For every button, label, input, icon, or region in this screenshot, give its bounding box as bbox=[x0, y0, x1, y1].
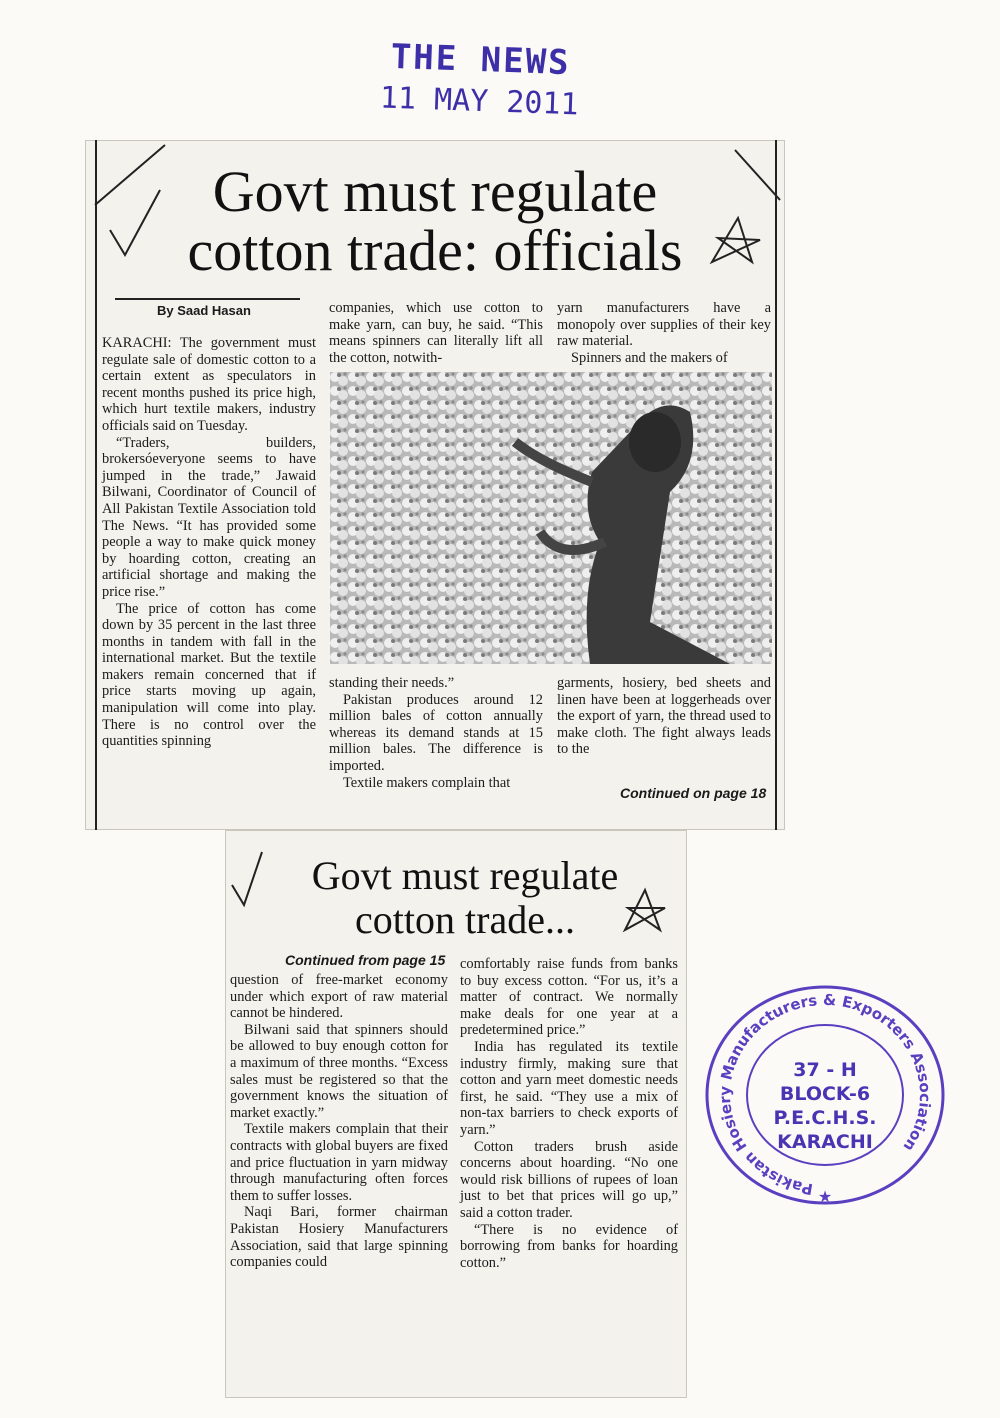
article-clipping-main bbox=[85, 140, 785, 830]
star-icon: ★ bbox=[817, 1189, 833, 1206]
seal-line: 37 - H bbox=[793, 1059, 857, 1081]
byline-rule bbox=[115, 298, 300, 300]
article-column-2-top bbox=[329, 300, 543, 366]
seal-line: BLOCK-6 bbox=[779, 1083, 871, 1105]
paragraph: yarn manufacturers have a monopoly over supplies of their key raw material. bbox=[557, 300, 771, 350]
paragraph: question of free-market economy under which export of raw material cannot be hindered. bbox=[230, 972, 448, 1022]
headline-line-1: Govt must regulate bbox=[212, 159, 658, 224]
headline-line-2: cotton trade: officials bbox=[187, 218, 683, 284]
paragraph: KARACHI: The government must regulate sale of domestic cotton to a certain extent as speculators in recent months pushed its price high, which hurt textile makers, industry officials said on Tuesday. bbox=[102, 335, 316, 434]
article-column-1 bbox=[102, 335, 316, 750]
paragraph: standing their needs.” bbox=[329, 675, 455, 691]
article-column-2-bottom bbox=[329, 675, 543, 791]
paragraph: garments, hosiery, bed sheets and linen have been at loggerheads over the export of yarn, the thread used to make cloth. The fight always leads to the bbox=[557, 675, 771, 758]
paragraph: Textile makers complain that their contracts with global buyers are fixed and price fluctuation in yarn midway through manufacturing often forces them to suffer losses. bbox=[230, 1121, 448, 1204]
paragraph: companies, which use cotton to make yarn, can buy, he said. “This means spinners can literally lift all the cotton, notwith- bbox=[329, 300, 543, 366]
continuation-column-1 bbox=[230, 972, 448, 1271]
headline bbox=[155, 159, 715, 284]
seal-address bbox=[700, 1058, 950, 1154]
paragraph: Textile makers complain that bbox=[343, 774, 511, 791]
paragraph: “There is no evidence of borrowing from banks for hoarding cotton.” bbox=[460, 1221, 678, 1271]
article-column-3-bottom bbox=[557, 675, 771, 758]
paragraph: Naqi Bari, former chairman Pakistan Hosiery Manufacturers Association, said that large spinning companies could bbox=[230, 1204, 448, 1271]
paragraph: Cotton traders brush aside concerns about hoarding. “No one would risk billions of rupees of loan just to bet that prices will go up,” said a cotton trader. bbox=[460, 1138, 678, 1221]
paragraph: Bilwani said that spinners should be allowed to buy enough cotton for a maximum of three months. “Excess sales must be registered so that the government knows the situation of market exactly.” bbox=[230, 1021, 448, 1121]
clip-left-border bbox=[95, 140, 97, 830]
stamp-date: 11 MAY 2011 bbox=[379, 80, 580, 123]
continued-on-note: Continued on page 18 bbox=[620, 785, 767, 801]
article-column-3-top bbox=[557, 300, 771, 366]
continued-from-note: Continued from page 15 bbox=[285, 952, 446, 968]
continuation-column-2 bbox=[460, 956, 678, 1271]
headline-line-2: cotton trade... bbox=[355, 897, 575, 942]
paragraph: Pakistan produces around 12 million bales of cotton annually whereas its demand stands at 15 million bales. The difference is imported. bbox=[329, 691, 543, 774]
cotton-worker-photo bbox=[330, 372, 772, 664]
association-seal bbox=[700, 980, 950, 1210]
article-clipping-continuation bbox=[225, 830, 687, 1398]
paragraph: “Traders, builders, brokersóeveryone seems to have jumped in the trade,” Jawaid Bilwani, Coordinator of Council of All Pakistan Textile Association told The News. “It has provided some people a way to make quick money by hoarding cotton, creating an artificial shortage and making the price rise.” bbox=[102, 434, 316, 600]
stamp-newspaper-name: THE NEWS bbox=[390, 36, 572, 84]
seal-ring-text: Pakistan Hosiery Manufacturers & Exporters Association bbox=[715, 990, 935, 1199]
paragraph: Spinners and the makers of bbox=[571, 349, 728, 366]
continuation-headline bbox=[265, 854, 665, 942]
byline: By Saad Hasan bbox=[157, 303, 251, 318]
paragraph: The price of cotton has come down by 35 percent in the last three months in tandem with fall in the international market. But the textile makers remain concerned that if price starts moving up again, manipulation will come into play. There is no control over the quantities spinning bbox=[102, 600, 316, 750]
seal-line: KARACHI bbox=[777, 1131, 873, 1153]
clip-right-border bbox=[775, 140, 777, 830]
newspaper-date-stamp bbox=[359, 36, 602, 123]
paragraph: India has regulated its textile industry firmly, making sure that cotton and yarn meet domestic needs first, he said. “They use a mix of non-tax barriers to check exports of yarn.” bbox=[460, 1038, 678, 1138]
headline-line-1: Govt must regulate bbox=[311, 853, 619, 898]
paragraph: comfortably raise funds from banks to buy excess cotton. “For us, it’s a matter of contract. We normally make deals for one year at a predetermined price.” bbox=[460, 956, 678, 1039]
seal-line: P.E.C.H.S. bbox=[773, 1107, 877, 1129]
